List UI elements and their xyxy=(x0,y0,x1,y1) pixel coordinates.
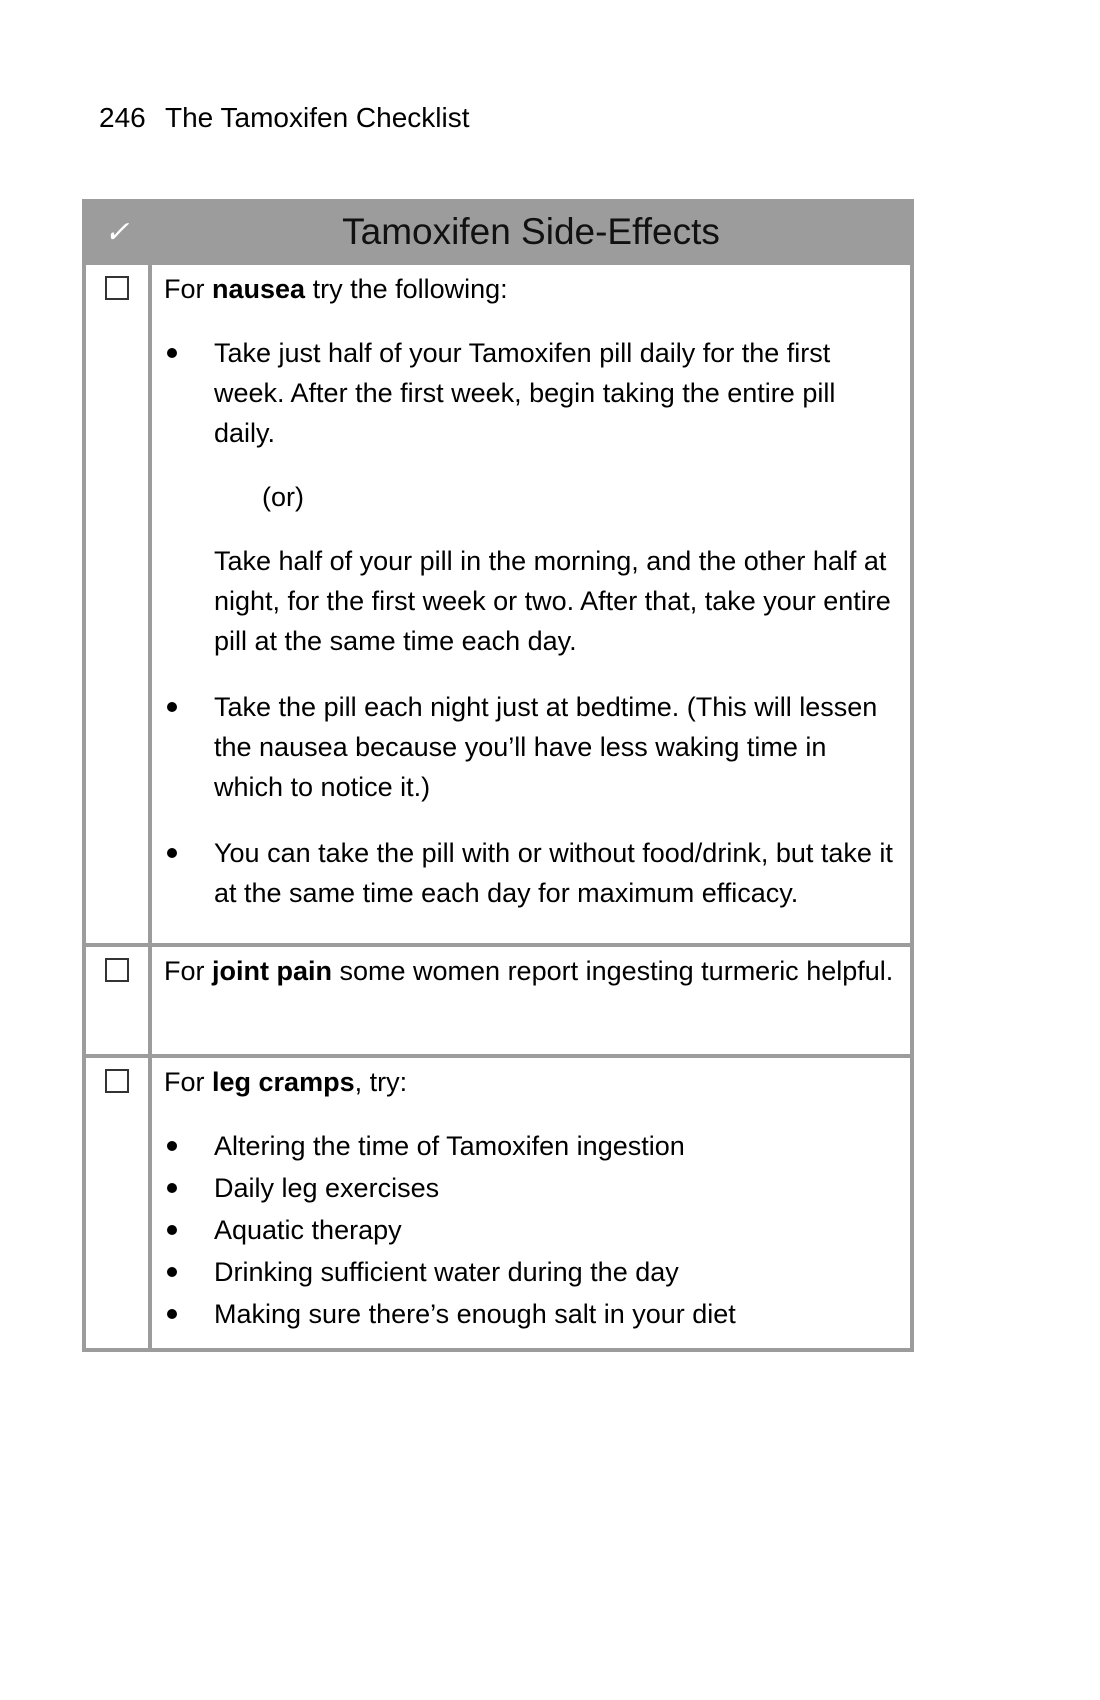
lead-suffix: try the following: xyxy=(305,274,508,304)
content-cell xyxy=(150,263,912,945)
check-cell xyxy=(84,1056,150,1350)
bullet-text: Take the pill each night just at bedtime. (This will lessen the nausea because you’ll have less waking time in which to notice it.) xyxy=(214,692,878,802)
check-cell xyxy=(84,263,150,945)
checklist-row-leg-cramps xyxy=(84,1056,912,1350)
bullet-text: Altering the time of Tamoxifen ingestion xyxy=(214,1131,685,1161)
lead-suffix: , try: xyxy=(354,1067,408,1097)
running-header xyxy=(99,102,470,134)
bullet-text: Take just half of your Tamoxifen pill daily for the first week. After the first week, begin taking the entire pill daily. xyxy=(214,338,836,448)
list-item xyxy=(164,1168,896,1208)
table-title: Tamoxifen Side-Effects xyxy=(150,201,912,263)
bullet-icon xyxy=(167,702,177,712)
content-cell xyxy=(150,945,912,1056)
alternative-text: Take half of your pill in the morning, and the other half at night, for the first week or two. After that, take your entire pill at the same time each day. xyxy=(214,546,891,656)
side-effects-checklist-table xyxy=(82,199,914,1352)
list-item xyxy=(164,687,896,807)
checkbox-nausea[interactable] xyxy=(105,276,129,300)
leg-cramps-tips-list xyxy=(164,1126,896,1334)
lead-keyword: joint pain xyxy=(212,956,332,986)
bullet-text: Aquatic therapy xyxy=(214,1215,402,1245)
check-cell xyxy=(84,945,150,1056)
lead-prefix: For xyxy=(164,274,213,304)
book-title: The Tamoxifen Checklist xyxy=(165,102,470,133)
lead-prefix: For xyxy=(164,956,213,986)
bullet-text: You can take the pill with or without food/drink, but take it at the same time each day for maximum efficacy. xyxy=(214,838,893,908)
content-cell xyxy=(150,1056,912,1350)
table-header-row xyxy=(84,201,912,263)
bullet-icon xyxy=(167,348,177,358)
nausea-tips-list xyxy=(164,333,896,913)
bullet-icon xyxy=(167,1267,177,1277)
checkbox-joint-pain[interactable] xyxy=(105,958,129,982)
lead-prefix: For xyxy=(164,1067,213,1097)
bullet-icon xyxy=(167,1183,177,1193)
list-item xyxy=(164,833,896,913)
checkbox-leg-cramps[interactable] xyxy=(105,1069,129,1093)
bullet-icon xyxy=(167,1225,177,1235)
list-item xyxy=(164,1252,896,1292)
bullet-text: Daily leg exercises xyxy=(214,1173,440,1203)
bullet-text: Drinking sufficient water during the day xyxy=(214,1257,679,1287)
list-item xyxy=(164,1126,896,1166)
page-number: 246 xyxy=(99,102,146,133)
or-separator: (or) xyxy=(262,482,304,512)
bullet-icon xyxy=(167,1309,177,1319)
checkmark-icon: ✓ xyxy=(84,201,150,263)
lead-suffix: some women report ingesting turmeric helpful. xyxy=(332,956,894,986)
bullet-icon xyxy=(167,848,177,858)
lead-keyword: nausea xyxy=(212,274,306,304)
bullet-text: Making sure there’s enough salt in your diet xyxy=(214,1299,736,1329)
lead-keyword: leg cramps xyxy=(212,1067,355,1097)
checklist-row-nausea xyxy=(84,263,912,945)
bullet-icon xyxy=(167,1141,177,1151)
list-item xyxy=(164,1210,896,1250)
list-item xyxy=(164,333,896,661)
row-lead-text xyxy=(164,269,896,309)
row-lead-text xyxy=(164,1062,896,1102)
row-lead-text xyxy=(164,951,896,991)
checklist-row-joint-pain xyxy=(84,945,912,1056)
list-item xyxy=(164,1294,896,1334)
